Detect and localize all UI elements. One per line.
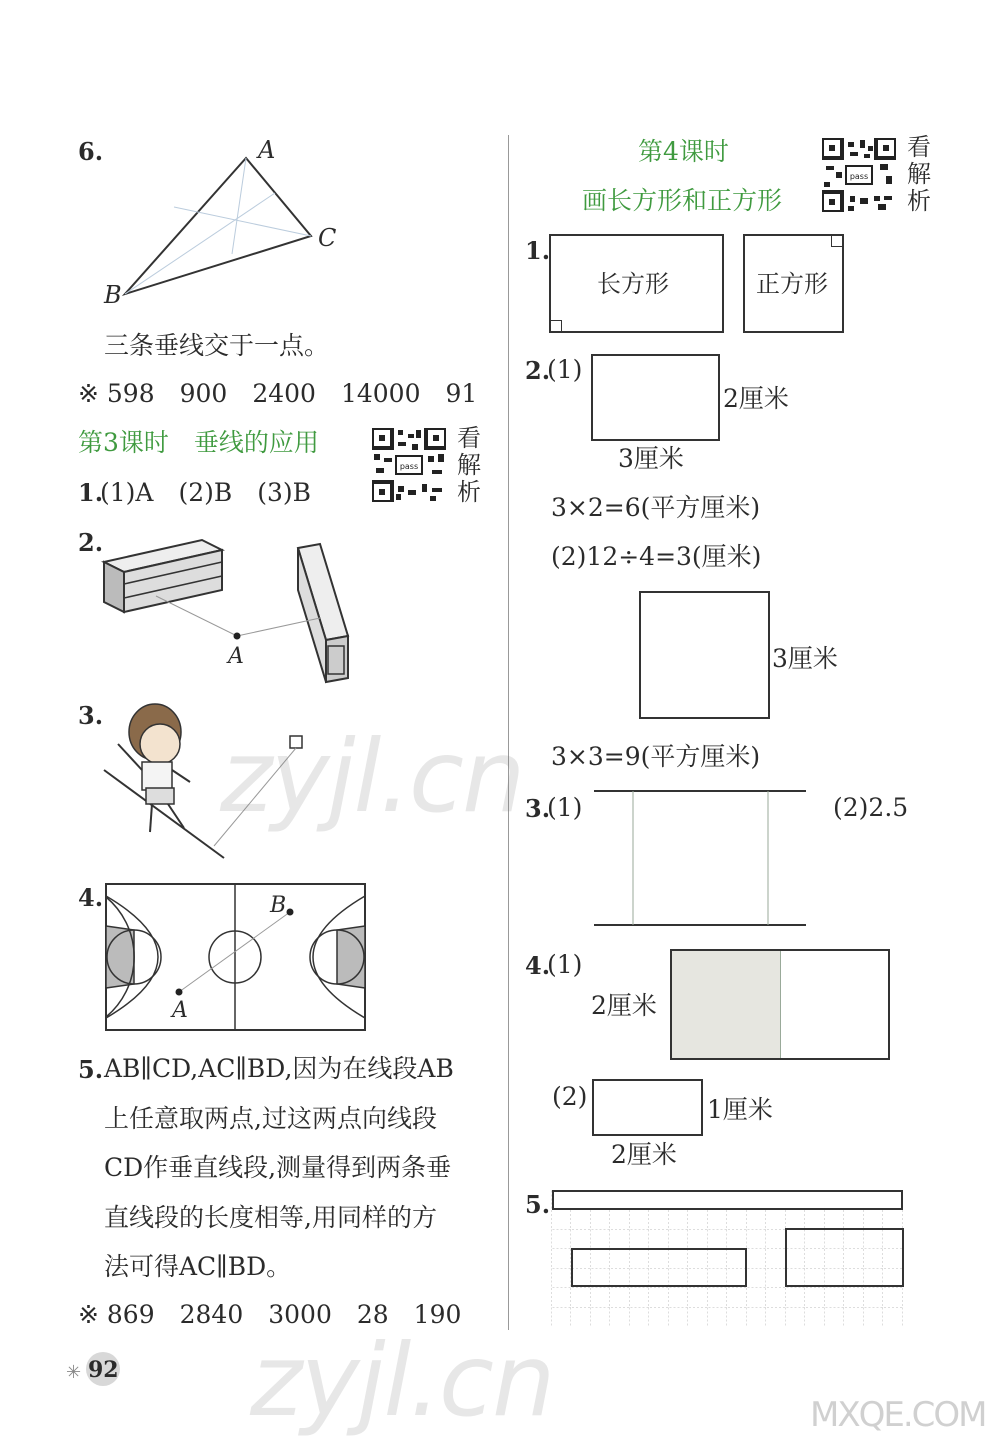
- part-label: (2): [552, 1082, 588, 1111]
- question-number: 2.: [78, 528, 104, 557]
- part-answer: (2)2.5: [833, 793, 909, 822]
- question-number: 4.: [525, 951, 551, 980]
- l3-q1-answer: (1)A (2)B (3)B: [100, 478, 312, 507]
- triangle-label-c: C: [318, 224, 337, 252]
- width-label: 3厘米: [618, 444, 684, 473]
- area-calc-2: 3×3=9(平方厘米): [551, 742, 761, 771]
- q5-line: 法可得AC∥BD。: [104, 1252, 292, 1281]
- question-number: 1.: [78, 478, 104, 507]
- question-number: 1.: [525, 236, 551, 265]
- dimension-label: 2厘米: [611, 1140, 677, 1169]
- part-label: (1): [547, 793, 583, 822]
- lesson4-title: 第4课时: [638, 137, 729, 166]
- square-label: 正方形: [756, 270, 828, 298]
- q5-line: CD作垂直线段,测量得到两条垂: [104, 1153, 452, 1182]
- triangle-label-b: B: [104, 281, 122, 309]
- q5-line: 直线段的长度相等,用同样的方: [104, 1203, 437, 1232]
- svg-text:pass: pass: [849, 172, 869, 181]
- part-label: (1): [547, 355, 583, 384]
- point-b-label: B: [270, 893, 287, 918]
- watermark: zyjl.cn: [220, 718, 524, 835]
- side-label: 3厘米: [772, 644, 838, 673]
- qr-caption-char: 看: [907, 133, 931, 161]
- lesson3-title: 第3课时 垂线的应用: [78, 428, 319, 457]
- page-number: 92: [88, 1357, 119, 1383]
- question-number: 5.: [78, 1055, 104, 1084]
- qr-caption-char: 解: [457, 451, 481, 479]
- question-number: 2.: [525, 356, 551, 385]
- q5-line: 上任意取两点,过这两点向线段: [104, 1104, 437, 1133]
- dimension-label: 1厘米: [707, 1095, 773, 1124]
- area-calc-1: 3×2=6(平方厘米): [551, 493, 761, 522]
- q5-line: AB∥CD,AC∥BD,因为在线段AB: [104, 1054, 454, 1083]
- rectangle-label: 长方形: [597, 270, 669, 298]
- star-answers-1: ※ 598 900 2400 14000 91: [78, 379, 478, 408]
- side-calc: (2)12÷4=3(厘米): [551, 542, 762, 571]
- point-a-label: A: [228, 644, 244, 669]
- question-number: 6.: [78, 137, 104, 166]
- q6-answer-text: 三条垂线交于一点。: [104, 331, 330, 360]
- star-decoration-icon: ✳: [66, 1362, 82, 1383]
- qr-caption-char: 看: [457, 424, 481, 452]
- qr-caption-char: 析: [907, 187, 931, 215]
- star-answers-2: ※ 869 2840 3000 28 190: [78, 1300, 462, 1329]
- point-a-label: A: [172, 998, 188, 1023]
- question-number: 5.: [525, 1190, 551, 1219]
- lesson4-subtitle: 画长方形和正方形: [582, 186, 783, 215]
- triangle-label-a: A: [258, 136, 276, 164]
- watermark: zyjl.cn: [250, 1322, 554, 1439]
- height-label: 2厘米: [723, 384, 789, 413]
- question-number: 4.: [78, 883, 104, 912]
- qr-caption-char: 析: [457, 478, 481, 506]
- question-number: 3.: [525, 794, 551, 823]
- dimension-label: 2厘米: [591, 991, 657, 1020]
- svg-text:pass: pass: [399, 462, 419, 471]
- watermark: MXQE.COM: [810, 1395, 986, 1435]
- qr-caption-char: 解: [907, 160, 931, 188]
- part-label: (1): [547, 950, 583, 979]
- question-number: 3.: [78, 701, 104, 730]
